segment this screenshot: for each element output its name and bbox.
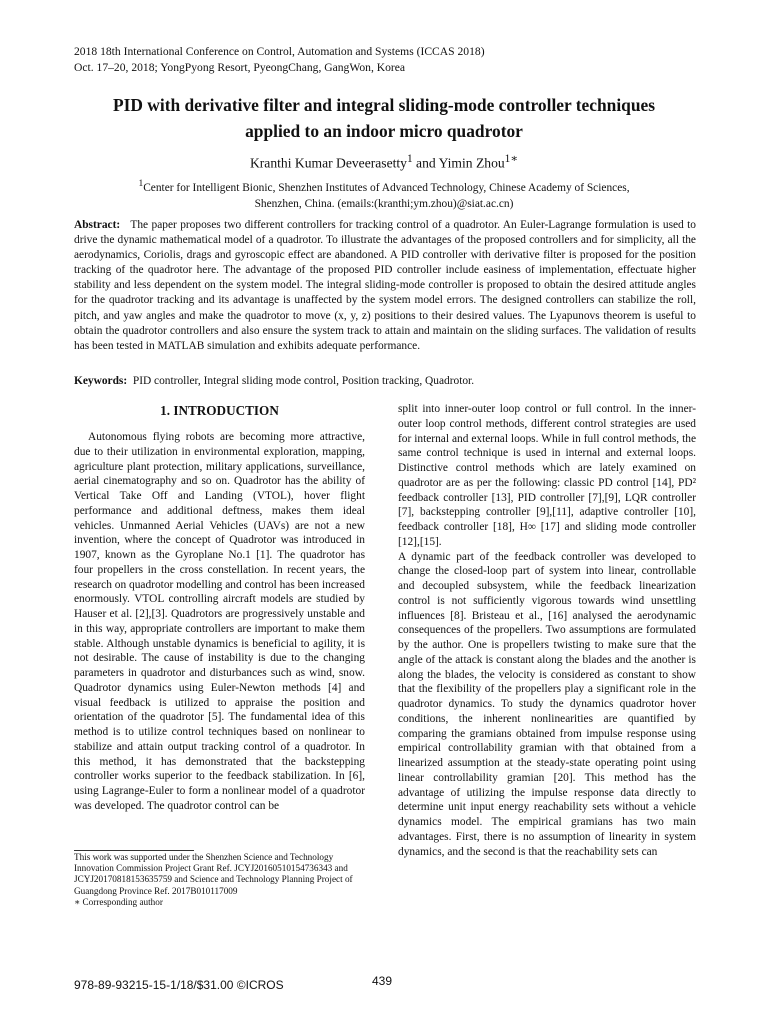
keywords-label: Keywords:	[74, 375, 128, 387]
affiliation-line-1: Center for Intelligent Bionic, Shenzhen Institutes of Advanced Technology, Chinese Academy of Sciences,	[143, 181, 630, 194]
paper-title-line-2: applied to an indoor micro quadrotor	[245, 121, 523, 141]
abstract	[74, 218, 696, 354]
author-list	[40, 150, 728, 173]
conference-header	[74, 44, 485, 76]
footnote-corresponding: ∗ Corresponding author	[74, 896, 163, 907]
paper-title-line-1: PID with derivative filter and integral sliding-mode controller techniques	[113, 95, 655, 115]
author-1-affil: 1	[406, 153, 413, 165]
affiliation-sup: 1	[138, 179, 144, 189]
keywords	[74, 374, 696, 389]
conference-line-2: Oct. 17–20, 2018; YongPyong Resort, PyeongChang, GangWon, Korea	[74, 61, 406, 74]
author-1: Kranthi Kumar Deveerasetty	[249, 155, 407, 171]
conference-line-1: 2018 18th International Conference on Control, Automation and Systems (ICCAS 2018)	[74, 45, 485, 58]
affiliation	[40, 176, 728, 212]
intro-paragraph-2: split into inner-outer loop control or full control. In the inner-outer loop control methods, different control strategies are used for internal and external loops. While in full control methods, the same control technique is used in internal and external loops. Distinctive control methods which are lately examined on quadrotor are as per the following: classic PD control [14], PD² feedback controller [13], PID controller [7],[9], LQR controller [7], backstepping controller [9],[11], adaptive controller [10], feedback controller [18], H∞ [17] and sliding mode controller [12],[15].	[398, 403, 696, 548]
isbn-line: 978-89-93215-15-1/18/$31.00 ©ICROS	[74, 978, 284, 992]
footnote	[74, 852, 365, 908]
footnote-funding: This work was supported under the Shenzhen Science and Technology Innovation Commission Project Grant Ref. JCYJ20160510154736343 and JCYJ20170818153635759 and Science and Technology Planning Project of Guangdong Province Ref. 2017B010117009	[74, 852, 353, 896]
page-number: 439	[372, 974, 393, 988]
footnote-divider	[74, 850, 194, 851]
author-2-affil: 1∗	[504, 153, 519, 165]
author-connector: and	[412, 155, 439, 171]
left-column	[74, 402, 365, 814]
keywords-text: PID controller, Integral sliding mode control, Position tracking, Quadrotor.	[132, 375, 475, 387]
section-title-introduction: 1. INTRODUCTION	[160, 403, 279, 418]
intro-paragraph-1: Autonomous flying robots are becoming more attractive, due to their utilization in environmental exploration, mapping, agriculture plant protection, military applications, surveillance, aerial cinematography and so on. Quadrotor has the ability of Vertical Take Off and Landing (VTOL), hover flight performance and additional deftness, makes them ideal vehicles. Unmanned Aerial Vehicles (UAVs) are not a new invention, where the concept of Quadrotor was introduced in 1907, known as the Gyroplane No.1 [1]. The quadrotor has four propellers in the cross constellation. In recent years, the research on quadrotor modelling and control has been increased enormously. VTOL controlling aircraft models are studied by Hauser et al. [2],[3]. Quadrotors are progressively unstable and in this way, appropriate controllers are important to make them stable. Although unstable dynamics is beneficial to agility, it is not desirable. The cause of instability is due to the changing parameters in quadrotor and disturbances such as wind, snow. Quadrotor dynamics using Euler-Newton methods [4] and visual feedback is utilized to appraise the position and orientation of the quadrotor [5]. The fundamental idea of this method is to utilize control techniques based on nonlinear to stabilize and attain output tracking control of a quadrotor. In this method, it has demonstrated that the backstepping controller works superior to the feedback stabilization. In [6], using Lagrange-Euler to form a nonlinear model of a quadrotor was developed. The quadrotor control can be	[74, 431, 365, 812]
abstract-label: Abstract:	[74, 219, 121, 231]
intro-paragraph-3: A dynamic part of the feedback controller was developed to change the closed-loop part of system into linear, controllable and decoupled subsystem, while the feedback linearization control is not sufficiently vigorous towards wind unsettling influences [8]. Bristeau et al., [16] analysed the aerodynamic consequences of the propellers. Two assumptions are formulated by the author. One is propellers twisting to make sure that the angle of the attack is constant along the blades and the another is along the blades, the velocity is considered as constant to show that the flexibility of the propellers play a significant role in the quadrotor dynamics. To study the dynamics quadrotor hover conditions, the inherent nonlinearities are quantified by comparing the gramians obtained from impulse response using empirical controllability gramian with that obtained from a linearized assumption at the steady-state operating point using linear controllability gramian [20]. This method has the advantage of utilizing the impulse response data directly to determine unit input energy reachability sets without a vehicle dynamics model. The empirical gramians has two main advantages. First, there is no assumption of linearity in system dynamics, and the second is that the reachability sets can	[398, 550, 696, 858]
right-column	[398, 402, 696, 859]
paper-title	[40, 92, 728, 144]
affiliation-line-2: Shenzhen, China. (emails:(kranthi;ym.zhou)@siat.ac.cn)	[254, 197, 514, 210]
abstract-text: The paper proposes two different controllers for tracking control of a quadrotor. An Euler-Lagrange formulation is used to drive the dynamic mathematical model of a quadrotor. To illustrate the advantages of the proposed controllers and for simplicity, all the aerodynamics, Coriolis, drags and gyroscopic effect are abandoned. A PID controller with derivative filter is proposed for the position tracking of the quadrotor here. The advantage of the proposed PID controller include easiness of implementation, effectuate higher stability and less dependent on the system model. The integral sliding-mode controller is proposed to obtain the desired attitude angles for the quadrotor tracking and its advantage is unaffected by the system model errors. The designed controllers can stabilize the roll, pitch, and yaw angles and make the quadrotor to move (x, y, z) positions to their desired values. The Lyapunovs theorem is useful to obtain the quadrotor controllers and also ensure the system track to attain and maintain on the sliding surfaces. The validation of results has been tested in MATLAB simulation and exhibits adequate performance.	[74, 219, 697, 352]
author-2: Yimin Zhou	[438, 155, 505, 171]
